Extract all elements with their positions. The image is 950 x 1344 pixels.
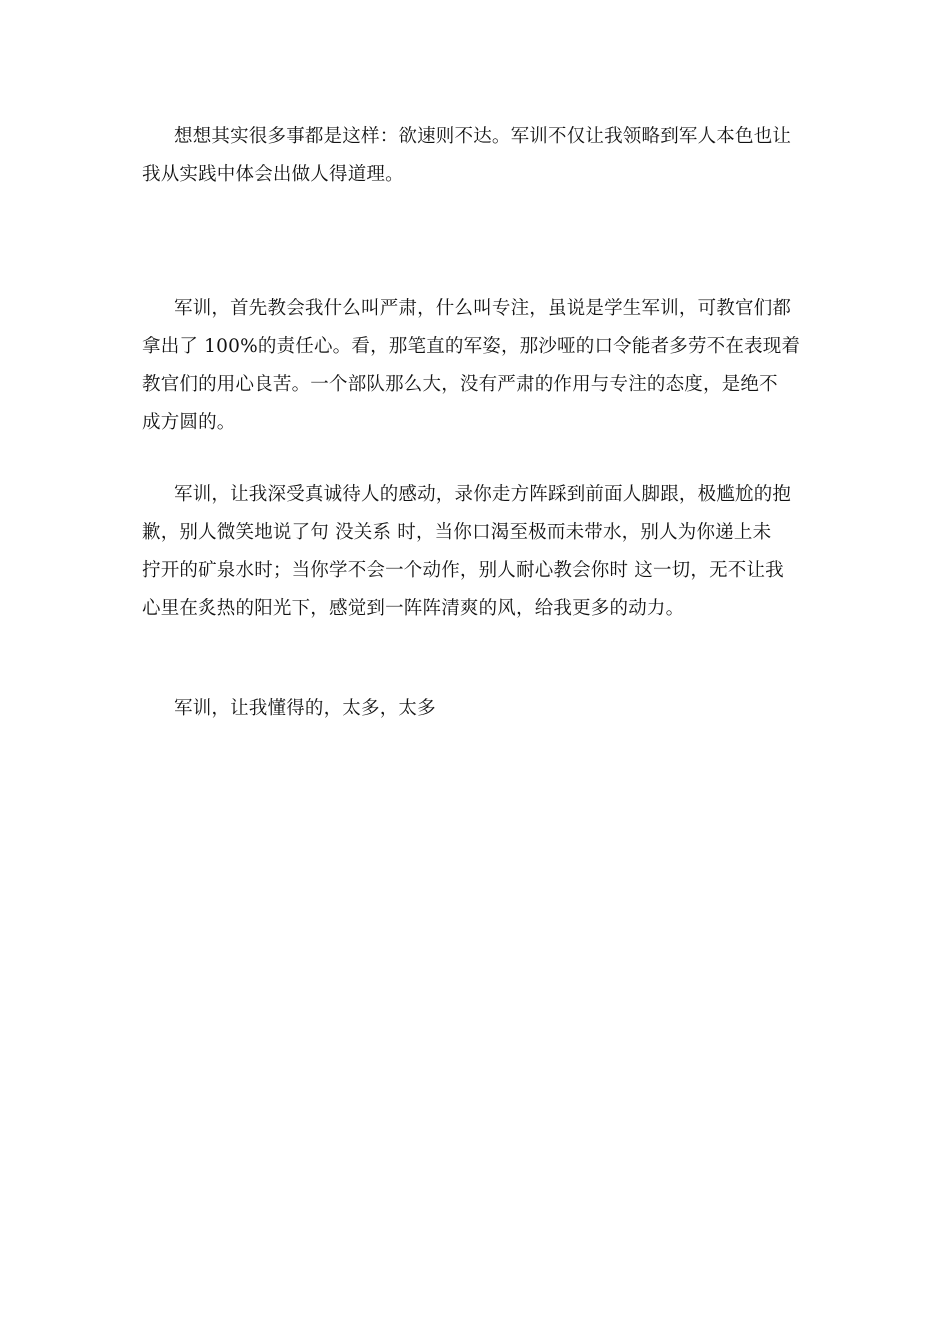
paragraph-2 <box>142 290 810 442</box>
paragraph-line: 教官们的用心良苦。一个部队那么大，没有严肃的作用与专注的态度，是绝不 <box>142 374 778 395</box>
paragraph-line: 军训，让我深受真诚待人的感动，录你走方阵踩到前面人脚跟，极尴尬的抱 <box>174 484 792 505</box>
paragraph-line: 军训，首先教会我什么叫严肃，什么叫专注，虽说是学生军训，可教官们都 <box>174 298 792 319</box>
paragraph-line: 拿出了 100%的责任心。看，那笔直的军姿，那沙哑的口令能者多劳不在表现着 <box>142 336 801 357</box>
paragraph-4 <box>142 690 810 728</box>
paragraph-line: 心里在炙热的阳光下，感觉到一阵阵清爽的风，给我更多的动力。 <box>142 598 685 619</box>
paragraph-line: 想想其实很多事都是这样：欲速则不达。军训不仅让我领略到军人本色也让 <box>174 126 792 147</box>
paragraph-line: 成方圆的。 <box>142 412 236 433</box>
paragraph-3 <box>142 476 810 628</box>
paragraph-line: 我从实践中体会出做人得道理。 <box>142 164 404 185</box>
paragraph-line: 军训，让我懂得的，太多，太多 <box>174 698 436 719</box>
paragraph-1 <box>142 118 810 194</box>
paragraph-line: 歉，别人微笑地说了句 没关系 时，当你口渴至极而未带水，别人为你递上未 <box>142 522 772 543</box>
paragraph-line: 拧开的矿泉水时；当你学不会一个动作，别人耐心教会你时 这一切，无不让我 <box>142 560 784 581</box>
